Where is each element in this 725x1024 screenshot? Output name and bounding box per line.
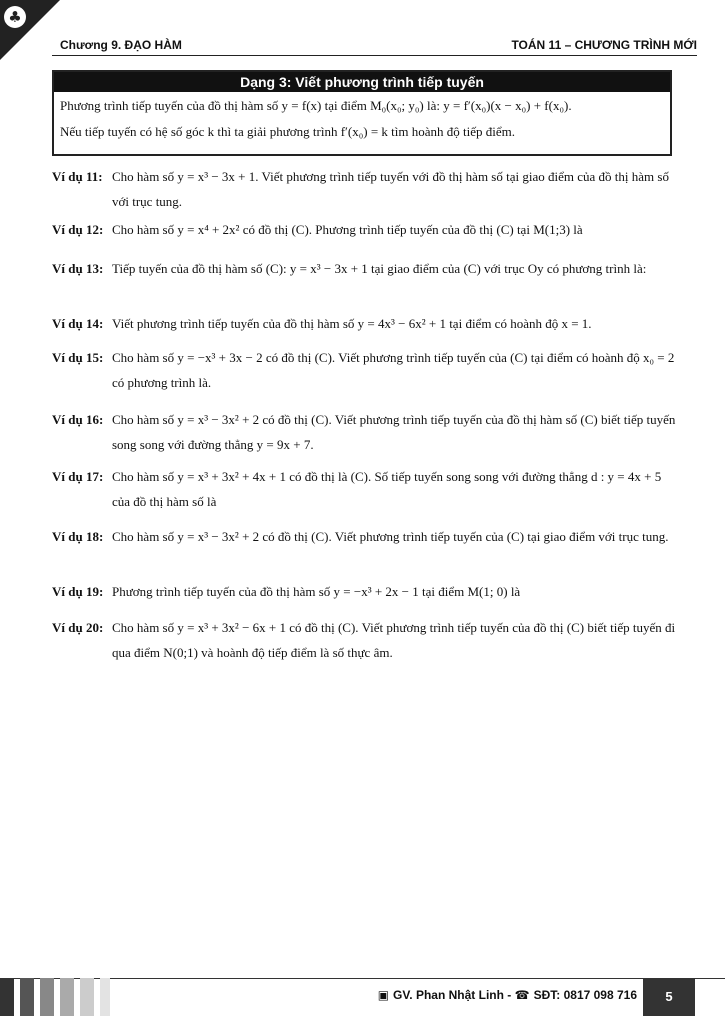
theory-formula-line: Phương trình tiếp tuyến của đồ thị hàm số y = f(x) tại điểm M₀(x₀; y₀) là: y = f′(x₀)(x − x₀) + f(x₀). [60, 98, 572, 113]
example-item [52, 311, 677, 336]
example-item [52, 615, 677, 665]
author-name: GV. Phan Nhật Linh [393, 988, 504, 1002]
example-item [52, 464, 677, 514]
page-footer [0, 978, 725, 1016]
header-divider [52, 55, 697, 56]
example-item [52, 579, 677, 604]
example-item [52, 164, 677, 214]
example-label: Ví dụ 14: [52, 316, 104, 331]
example-item [52, 407, 677, 457]
example-label: Ví dụ 18: [52, 529, 104, 544]
example-text: Cho hàm số y = −x³ + 3x − 2 có đồ thị (C). Viết phương trình tiếp tuyến của (C) tại điểm có hoành độ x₀ = 2 có phương trình là. [112, 350, 675, 390]
example-text: Cho hàm số y = x³ − 3x² + 2 có đồ thị (C). Viết phương trình tiếp tuyến của đồ thị hàm số (C) biết tiếp tuyến song song với đường thẳng y = 9x + 7. [112, 412, 676, 452]
theory-slope-line: Nếu tiếp tuyến có hệ số góc k thì ta giải phương trình f′(x₀) = k tìm hoành độ tiếp điểm. [60, 124, 516, 139]
example-label: Ví dụ 20: [52, 620, 104, 635]
example-label: Ví dụ 17: [52, 469, 104, 484]
example-label: Ví dụ 13: [52, 261, 104, 276]
example-item [52, 217, 677, 242]
footer-separator: - [507, 988, 512, 1002]
phone-icon: ☎ [514, 988, 530, 1002]
example-label: Ví dụ 15: [52, 350, 104, 365]
example-label: Ví dụ 19: [52, 584, 104, 599]
example-label: Ví dụ 11: [52, 169, 103, 184]
example-item [52, 345, 677, 395]
example-text: Phương trình tiếp tuyến của đồ thị hàm số y = −x³ + 2x − 1 tại điểm M(1; 0) là [112, 584, 521, 599]
example-item [52, 256, 677, 281]
page-number: 5 [643, 978, 695, 1016]
example-text: Tiếp tuyến của đồ thị hàm số (C): y = x³ − 3x + 1 tại giao điểm của (C) với trục Oy có phương trình là: [112, 261, 647, 276]
book-icon: ▣ [377, 988, 390, 1002]
example-text: Cho hàm số y = x³ + 3x² + 4x + 1 có đồ thị là (C). Số tiếp tuyến song song với đường thẳng d : y = 4x + 5 của đồ thị hàm số là [112, 469, 662, 509]
logo-icon: ♣ [4, 6, 26, 28]
example-text: Cho hàm số y = x³ − 3x + 1. Viết phương trình tiếp tuyến với đồ thị hàm số tại giao điểm của đồ thị hàm số với trục tung. [112, 169, 669, 209]
theory-box-title: Dạng 3: Viết phương trình tiếp tuyến [54, 72, 670, 92]
phone-number: SĐT: 0817 098 716 [533, 988, 637, 1002]
example-label: Ví dụ 12: [52, 222, 104, 237]
footer-stripes [0, 978, 110, 1016]
example-text: Viết phương trình tiếp tuyến của đồ thị hàm số y = 4x³ − 6x² + 1 tại điểm có hoành độ x = 1. [112, 316, 592, 331]
example-text: Cho hàm số y = x³ + 3x² − 6x + 1 có đồ thị (C). Viết phương trình tiếp tuyến của đồ thị (C) biết tiếp tuyến đi qua điểm N(0;1) và hoành độ tiếp điểm là số thực âm. [112, 620, 676, 660]
example-item [52, 524, 677, 549]
footer-contact [378, 988, 637, 1002]
theory-box [52, 70, 672, 156]
chapter-title: Chương 9. ĐẠO HÀM [60, 38, 182, 52]
example-text: Cho hàm số y = x⁴ + 2x² có đồ thị (C). Phương trình tiếp tuyến của đồ thị (C) tại M(1;3) là [112, 222, 583, 237]
example-text: Cho hàm số y = x³ − 3x² + 2 có đồ thị (C). Viết phương trình tiếp tuyến của (C) tại giao điểm với trục tung. [112, 529, 669, 544]
book-title: TOÁN 11 – CHƯƠNG TRÌNH MỚI [511, 38, 697, 52]
example-label: Ví dụ 16: [52, 412, 104, 427]
